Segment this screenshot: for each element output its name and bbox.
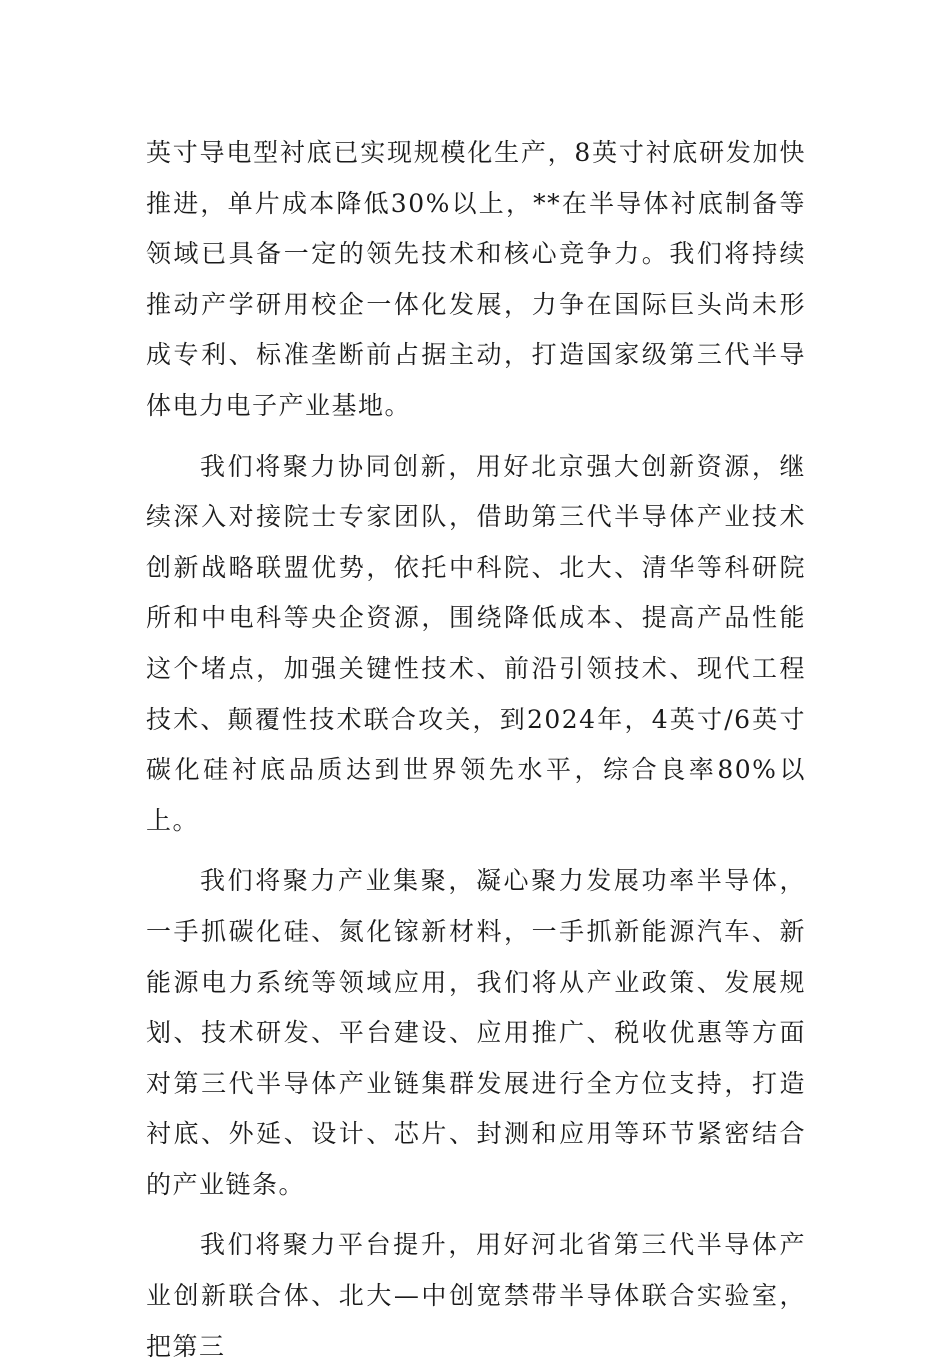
paragraph-platform-upgrade: 我们将聚力平台提升，用好河北省第三代半导体产业创新联合体、北大—中创宽禁带半导体联合实验室，把第三	[146, 1230, 806, 1361]
paragraph-continuation: 英寸导电型衬底已实现规模化生产，8英寸衬底研发加快推进，单片成本降低30%以上，**在半导体衬底制备等领域已具备一定的领先技术和核心竞争力。我们将持续推动产学研用校企一体化发展，力争在国际巨头尚未形成专利、标准垄断前占据主动，打造国家级第三代半导体电力电子产业基地。	[146, 138, 806, 420]
paragraph-industry-cluster: 我们将聚力产业集聚，凝心聚力发展功率半导体，一手抓碳化硅、氮化镓新材料，一手抓新能源汽车、新能源电力系统等领域应用，我们将从产业政策、发展规划、技术研发、平台建设、应用推广、税收优惠等方面对第三代半导体产业链集群发展进行全方位支持，打造衬底、外延、设计、芯片、封测和应用等环节紧密结合的产业链条。	[146, 866, 806, 1199]
document-body	[146, 128, 806, 1372]
paragraph-collaborative-innovation: 我们将聚力协同创新，用好北京强大创新资源，继续深入对接院士专家团队，借助第三代半导体产业技术创新战略联盟优势，依托中科院、北大、清华等科研院所和中电科等央企资源，围绕降低成本、提高产品性能这个堵点，加强关键性技术、前沿引领技术、现代工程技术、颠覆性技术联合攻关，到2024年，4英寸/6英寸碳化硅衬底品质达到世界领先水平，综合良率80%以上。	[146, 451, 806, 835]
